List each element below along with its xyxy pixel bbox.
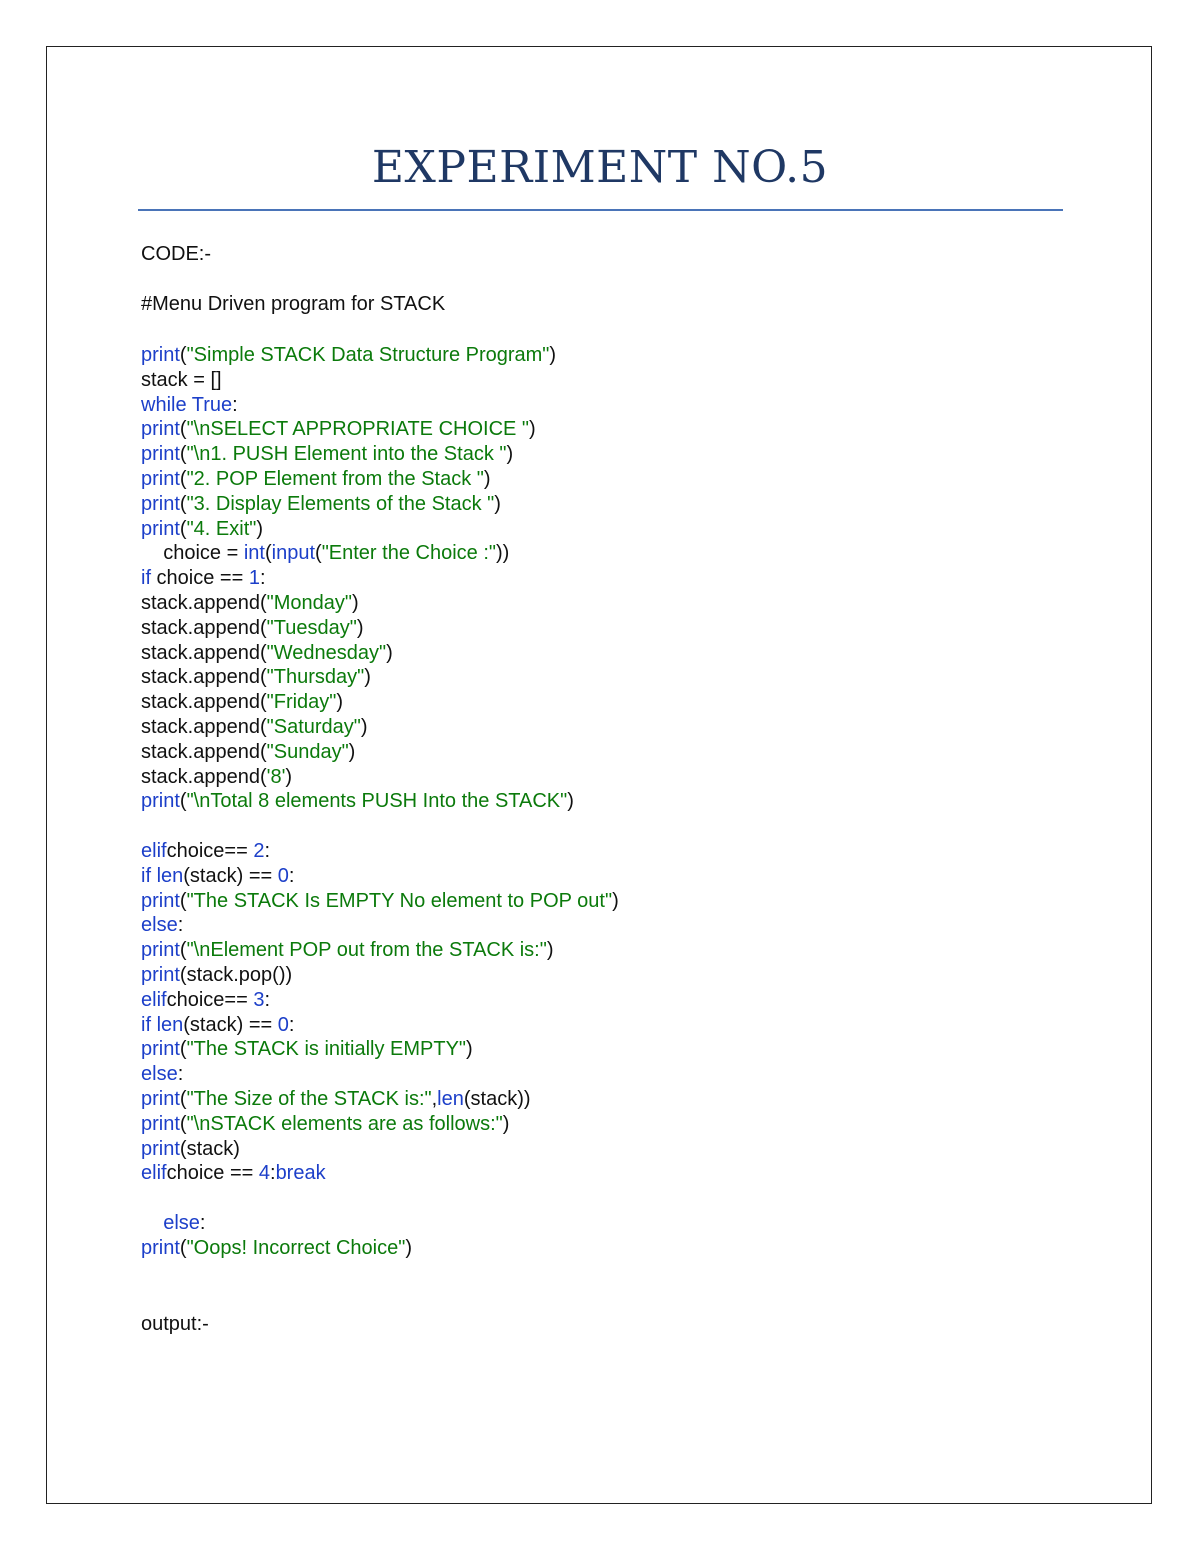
code-token: ) [356, 616, 364, 639]
code-line [141, 1013, 619, 1038]
code-token: : [288, 1013, 295, 1036]
code-token: ) [506, 443, 514, 466]
code-token: int [243, 542, 265, 565]
code-token: break [275, 1162, 326, 1185]
code-line [141, 417, 619, 442]
code-token: ) [546, 939, 554, 962]
code-line [141, 442, 619, 467]
code-token: len [156, 1013, 184, 1036]
code-token: ( [179, 443, 187, 466]
code-line [141, 889, 619, 914]
code-line [141, 1062, 619, 1087]
code-token: ( [179, 517, 187, 540]
code-token: "The STACK is initially EMPTY" [186, 1038, 467, 1061]
code-token: "Simple STACK Data Structure Program" [186, 344, 550, 366]
code-token: elif [141, 1162, 167, 1185]
code-token: len [156, 864, 184, 887]
code-token: ( [179, 1087, 187, 1110]
page-title: EXPERIMENT NO.5 [371, 142, 829, 193]
code-token: ) [352, 591, 359, 614]
code-token: "\nSTACK elements are as follows:" [186, 1112, 503, 1135]
code-token: if [141, 864, 151, 887]
code-token: ) [567, 790, 574, 813]
code-token: ( [179, 344, 187, 366]
code-token: print [141, 418, 180, 441]
code-line [141, 393, 619, 418]
code-line [141, 368, 619, 393]
code-token: "\n1. PUSH Element into the Stack " [186, 443, 507, 466]
code-token: ( [179, 889, 187, 912]
code-token: : [264, 988, 270, 1011]
code-line [141, 938, 619, 963]
code-token: )) [495, 542, 510, 565]
code-token: print [141, 889, 180, 912]
code-token: "Thursday" [266, 666, 365, 689]
code-token: if [141, 1013, 151, 1036]
code-token: : [232, 393, 238, 416]
code-token: "Wednesday" [266, 641, 387, 664]
code-token: elif [141, 988, 167, 1011]
code-token: "Friday" [266, 691, 337, 714]
code-token: stack.append( [141, 691, 267, 714]
code-token: print [141, 1236, 180, 1259]
code-token: else [141, 914, 178, 937]
code-token: ) [502, 1112, 510, 1135]
code-line [141, 665, 619, 690]
code-token: choice== [166, 988, 254, 1011]
code-token: : [288, 864, 295, 887]
code-token: ) [529, 418, 536, 441]
code-line [141, 690, 619, 715]
code-token: print [141, 1112, 180, 1135]
code-token: "Sunday" [266, 740, 349, 763]
code-token: ) [466, 1038, 473, 1061]
code-token: print [141, 517, 180, 540]
code-token: 1 [248, 567, 260, 590]
code-token: (stack) [179, 1137, 240, 1160]
code-block [141, 343, 619, 1260]
code-token: print [141, 790, 180, 813]
code-token: ) [405, 1236, 412, 1259]
code-token: print [141, 492, 180, 515]
code-line [141, 492, 619, 517]
code-line [141, 343, 619, 368]
code-token: ) [386, 641, 393, 664]
code-token: stack.append( [141, 715, 267, 738]
code-token: ) [483, 467, 491, 490]
code-token: : [270, 1162, 276, 1185]
code-line [141, 1037, 619, 1062]
code-token: "The STACK Is EMPTY No element to POP out" [186, 889, 613, 912]
code-token: ) [360, 715, 368, 738]
code-line [141, 864, 619, 889]
code-line [141, 1087, 619, 1112]
code-line [141, 740, 619, 765]
code-token: : [264, 839, 270, 862]
code-token: "\nTotal 8 elements PUSH Into the STACK" [186, 790, 568, 813]
code-token: choice == [151, 567, 249, 590]
code-token: (stack.pop()) [179, 963, 293, 986]
code-token: "2. POP Element from the Stack " [186, 467, 484, 490]
code-token: len [437, 1087, 464, 1110]
code-token: ( [179, 418, 187, 441]
code-token: (stack)) [463, 1087, 531, 1110]
code-line [141, 641, 619, 666]
code-token: "\nSELECT APPROPRIATE CHOICE " [186, 418, 530, 441]
code-token: print [141, 443, 180, 466]
code-token: input [271, 542, 316, 565]
code-token: ( [179, 467, 187, 490]
code-line [141, 963, 619, 988]
code-token: "Tuesday" [266, 616, 357, 639]
code-token: ( [179, 790, 187, 813]
code-line [141, 913, 619, 938]
code-line [141, 1161, 619, 1186]
code-token: stack.append( [141, 740, 267, 763]
code-token: stack = [] [141, 368, 222, 391]
code-line [141, 517, 619, 542]
code-line [141, 1137, 619, 1162]
code-comment: #Menu Driven program for STACK [141, 293, 446, 315]
code-token: "4. Exit" [186, 517, 257, 540]
code-token: ) [612, 889, 619, 912]
code-token: 4 [258, 1162, 270, 1185]
code-token: ) [549, 344, 557, 366]
code-token: : [199, 1211, 206, 1234]
code-token: print [141, 1137, 180, 1160]
code-token: ( [179, 939, 187, 962]
code-token: ) [364, 666, 371, 689]
code-token: ( [315, 542, 322, 565]
code-token: print [141, 939, 180, 962]
code-token: "The Size of the STACK is:" [186, 1087, 432, 1110]
code-token: choice == [166, 1162, 259, 1185]
code-token: else [141, 1211, 200, 1234]
code-token: stack.append( [141, 591, 267, 614]
code-token: stack.append( [141, 616, 267, 639]
code-line [141, 616, 619, 641]
output-label: output:- [141, 1313, 209, 1335]
title-underline [138, 209, 1063, 211]
code-token: if [141, 567, 151, 590]
code-token: ) [494, 492, 501, 515]
code-token: 3 [253, 988, 265, 1011]
code-line [141, 789, 619, 814]
code-line [141, 1211, 619, 1236]
code-token: stack.append( [141, 666, 267, 689]
code-token: "Oops! Incorrect Choice" [186, 1236, 406, 1259]
code-token: ( [264, 542, 272, 565]
code-line [141, 1186, 619, 1211]
code-token: : [259, 567, 266, 590]
code-token: choice = [141, 542, 244, 565]
code-token: print [141, 1087, 180, 1110]
code-token: "Monday" [266, 591, 352, 614]
code-token: print [141, 963, 180, 986]
code-token: ) [348, 740, 356, 763]
code-token: : [177, 1063, 184, 1086]
code-token: 0 [277, 1013, 289, 1036]
code-token: ( [179, 1038, 187, 1061]
code-line [141, 467, 619, 492]
code-token: : [177, 914, 184, 937]
code-token: 2 [253, 839, 265, 862]
code-token: print [141, 1038, 180, 1061]
code-token: "Saturday" [266, 715, 361, 738]
code-line [141, 566, 619, 591]
code-token: "Enter the Choice :" [321, 542, 496, 565]
code-token: (stack) == [183, 864, 278, 887]
code-token: "3. Display Elements of the Stack " [186, 492, 495, 515]
code-token: print [141, 467, 180, 490]
code-token: "\nElement POP out from the STACK is:" [186, 939, 547, 962]
code-line [141, 715, 619, 740]
code-token: ( [179, 1236, 187, 1259]
code-line [141, 839, 619, 864]
code-line [141, 591, 619, 616]
code-token: choice== [166, 839, 254, 862]
code-line [141, 541, 619, 566]
code-token: ) [256, 517, 264, 540]
code-token: , [431, 1087, 438, 1110]
code-token: ( [179, 492, 187, 515]
code-line [141, 1236, 619, 1261]
code-line [141, 1112, 619, 1137]
code-label: CODE:- [141, 243, 211, 265]
code-token: (stack) == [183, 1013, 278, 1036]
code-token: ) [285, 765, 293, 788]
code-line [141, 814, 619, 839]
code-token: while True [141, 393, 233, 416]
code-token: stack.append( [141, 765, 267, 788]
code-token: stack.append( [141, 641, 267, 664]
code-token: ) [336, 691, 344, 714]
code-token: '8' [266, 765, 286, 788]
code-token: print [141, 344, 180, 366]
code-token: 0 [277, 864, 289, 887]
code-line [141, 765, 619, 790]
code-token: elif [141, 839, 167, 862]
code-line [141, 988, 619, 1013]
code-token: else [141, 1063, 178, 1086]
code-token: ( [179, 1112, 187, 1135]
